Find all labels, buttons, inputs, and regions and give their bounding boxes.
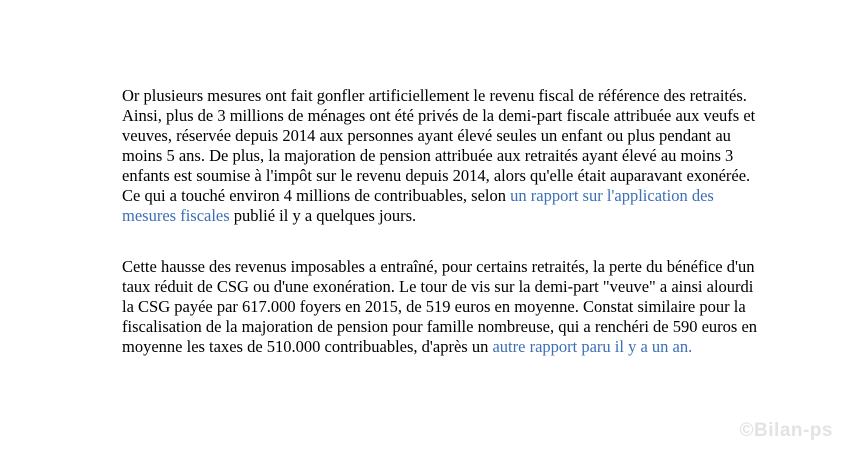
text-line xyxy=(122,146,736,166)
text-segment: Ainsi, plus de 3 millions de ménages ont été privés de la demi-part fiscale attribuée aux veufs et xyxy=(122,106,756,125)
text-segment: publié il y a quelques jours. xyxy=(229,206,417,225)
paragraph xyxy=(122,86,756,226)
text-line xyxy=(122,126,736,146)
article-link[interactable]: autre rapport paru il y a un an. xyxy=(492,337,693,356)
text-segment: Ce qui a touché environ 4 millions de contribuables, selon xyxy=(122,186,511,205)
text-line xyxy=(122,206,736,226)
text-line xyxy=(122,86,747,106)
article-link[interactable]: un rapport sur l'application des xyxy=(510,186,714,205)
article-body xyxy=(122,86,758,388)
text-line xyxy=(122,166,751,186)
text-segment: moyenne les taxes de 510.000 contribuables, d'après un xyxy=(122,337,493,356)
paragraph xyxy=(122,257,758,357)
text-line xyxy=(122,257,755,277)
text-line xyxy=(122,277,754,297)
text-segment: Cette hausse des revenus imposables a entraîné, pour certains retraités, la perte du bénéfice d'un xyxy=(122,257,755,276)
text-line xyxy=(122,297,746,317)
text-segment: taux réduit de CSG ou d'une exonération. Le tour de vis sur la demi-part "veuve" a ainsi alourdi xyxy=(122,277,754,296)
text-segment: veuves, réservée depuis 2014 aux personnes ayant élevé seules un enfant ou plus pendant au xyxy=(122,126,731,145)
text-segment: enfants est soumise à l'impôt sur le revenu depuis 2014, alors qu'elle était auparavant exonérée. xyxy=(122,166,751,185)
text-line xyxy=(122,106,756,126)
text-line xyxy=(122,337,736,357)
text-segment: fiscalisation de la majoration de pension pour famille nombreuse, qui a renchéri de 590 euros en xyxy=(122,317,758,336)
text-segment: Or plusieurs mesures ont fait gonfler artificiellement le revenu fiscal de référence des retraités. xyxy=(122,86,747,105)
text-line xyxy=(122,317,758,337)
watermark: ©Bilan-ps xyxy=(739,420,833,441)
text-line xyxy=(122,186,736,206)
article-link[interactable]: mesures fiscales xyxy=(122,206,230,225)
text-segment: la CSG payée par 617.000 foyers en 2015, de 519 euros en moyenne. Constat similaire pour la xyxy=(122,297,746,316)
text-segment: moins 5 ans. De plus, la majoration de pension attribuée aux retraités ayant élevé au moins 3 xyxy=(122,146,734,165)
